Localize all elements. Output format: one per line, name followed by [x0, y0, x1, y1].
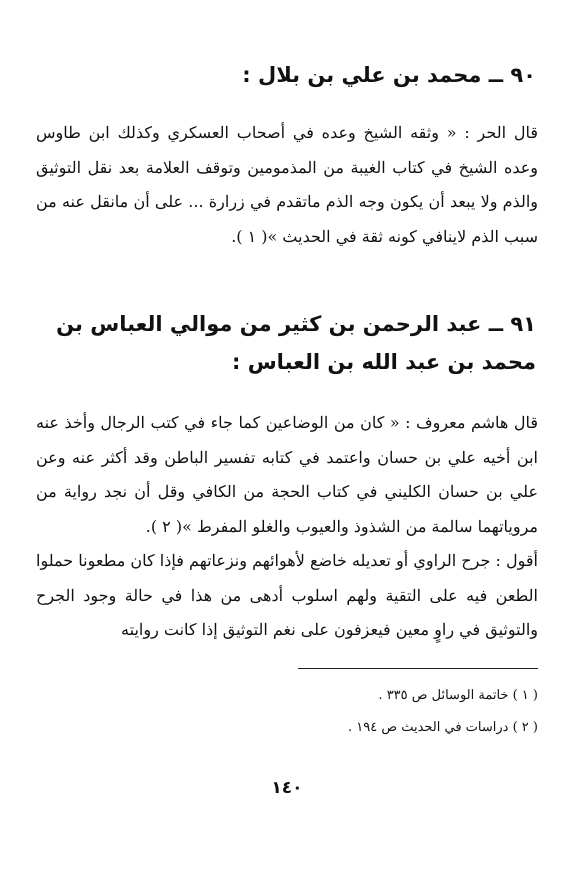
page-number: ١٤٠ [271, 778, 303, 798]
footnote-2: ( ٢ ) دراسات في الحديث ص ١٩٤ . [348, 720, 538, 735]
footnotes [36, 680, 538, 744]
footnote-1: ( ١ ) خاتمة الوسائل ص ٣٣٥ . [378, 688, 538, 703]
entry-90-body: قال الحر : « وثقه الشيخ وعده في أصحاب العسكري وكذلك ابن طاوس وعده الشيخ في كتاب الغيبة من المذمومين وتوقف العلامة بعد نقل التوثيق والذم ولا يبعد أن يكون وجه الذم ماتقدم في زرارة ... على أن مانقل عنه من سبب الذم لاينافي كونه ثقة في الحديث »( ١ ). [36, 123, 538, 246]
footnote-divider [298, 668, 538, 669]
entry-90-heading: ٩٠ ــ محمد بن علي بن بلال : [242, 63, 536, 87]
entry-91-commentary: أقول : جرح الراوي أو تعديله خاضع لأهوائهم ونزعاتهم فإذا كان مطعونا حملوا الطعن فيه على التقية ولهم اسلوب أدهى من هذا في حالة وجود الجرح والتوثيق في راوٍ معين فيعزفون على نغم التوثيق إذا كانت روايته [36, 551, 538, 639]
book-page [36, 0, 538, 869]
entry-91-heading: ٩١ ــ عبد الرحمن بن كثير من موالي العباس بن محمد بن عبد الله بن العباس : [56, 312, 536, 374]
entry-91-body: قال هاشم معروف : « كان من الوضاعين كما جاء في كتب الرجال وأخذ عنه ابن أخيه علي بن حسان واعتمد في كتابه تفسير الباطن وقد أكثر عنه وعن علي بن حسان الكليني في كتاب الحجة من الكافي وقل أن نجد رواية من مروياتهما سالمة من الشذوذ والعيوب والغلو المفرط »( ٢ ). [36, 413, 538, 536]
